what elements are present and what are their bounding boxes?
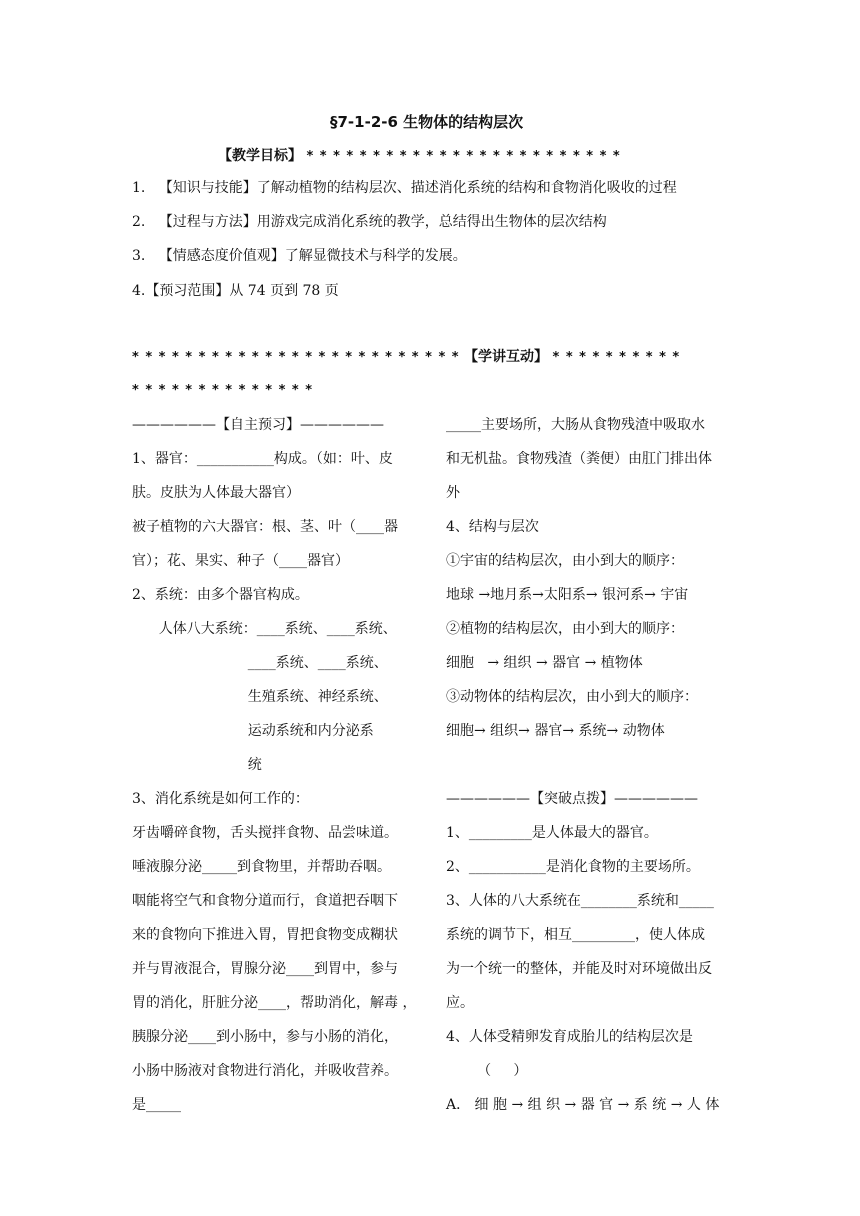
left-line: 生殖系统、神经系统、 xyxy=(132,689,388,705)
left-line: 并与胃液混合，胃腺分泌____到胃中，参与 xyxy=(132,961,398,977)
left-line: 1、器官：___________构成。（如：叶、皮 xyxy=(132,451,393,467)
left-line: 来的食物向下推进入胃，胃把食物变成糊状 xyxy=(132,927,398,943)
objectives-heading xyxy=(218,146,621,167)
right-line: 外 xyxy=(446,485,460,501)
right-line: 应。 xyxy=(446,995,474,1011)
right-column xyxy=(446,408,736,1122)
left-line: 唾液腺分泌_____到食物里，并帮助吞咽。 xyxy=(132,859,391,875)
right-line: 为一个统一的整体，并能及时对环境做出反 xyxy=(446,961,712,977)
left-line: 肤。皮肤为人体最大器官） xyxy=(132,485,300,501)
right-line: （ ） xyxy=(446,1063,528,1079)
left-line: 胰腺分泌____到小肠中，参与小肠的消化， xyxy=(132,1029,398,1045)
objectives-label: 【教学目标】 xyxy=(218,148,302,164)
left-line: 小肠中肠液对食物进行消化，并吸收营养。 xyxy=(132,1063,398,1079)
left-column xyxy=(132,408,422,1122)
right-line xyxy=(446,748,736,782)
right-line: 1、_________是人体最大的器官。 xyxy=(446,825,658,841)
left-line: 咽能将空气和食物分道而行，食道把吞咽下 xyxy=(132,893,398,909)
divider-label: 【学讲互动】 xyxy=(464,349,549,365)
left-line: 人体八大系统：____系统、____系统、 xyxy=(132,621,397,637)
objectives-stars: * * * * * * * * * * * * * * * * * * * * * * * * xyxy=(306,149,621,164)
right-line: _____主要场所，大肠从食物残渣中吸取水 xyxy=(446,417,705,433)
right-line: ③动物体的结构层次，由小到大的顺序： xyxy=(446,689,698,705)
objective-item: 3. 【情感态度价值观】了解显微技术与科学的发展。 xyxy=(132,248,467,264)
right-line: 和无机盐。食物残渣（粪便）由肛门排出体 xyxy=(446,451,712,467)
section-divider xyxy=(132,347,680,368)
right-line: 地球 →地月系→太阳系→ 银河系→ 宇宙 xyxy=(446,587,689,603)
right-line: 3、人体的八大系统在________系统和_____ xyxy=(446,893,714,909)
divider-stars-line2: * * * * * * * * * * * * * * xyxy=(132,383,314,398)
breakthrough-heading: ——————【突破点拨】—————— xyxy=(446,791,698,807)
right-line: 系统的调节下，相互_________，使人体成 xyxy=(446,927,705,943)
right-line: 4、结构与层次 xyxy=(446,519,539,535)
divider-stars-right: * * * * * * * * * * xyxy=(552,350,681,365)
left-line: 胃的消化，肝脏分泌____，帮助消化，解毒 ， xyxy=(132,995,417,1011)
left-line: 是_____ xyxy=(132,1097,181,1113)
left-line: ____系统、____系统、 xyxy=(132,655,388,671)
objective-item: 1. 【知识与技能】了解动植物的结构层次、描述消化系统的结构和食物消化吸收的过程 xyxy=(132,180,677,196)
right-line: ①宇宙的结构层次，由小到大的顺序： xyxy=(446,553,684,569)
right-line: 4、人体受精卵发育成胎儿的结构层次是 xyxy=(446,1029,693,1045)
divider-stars-left: * * * * * * * * * * * * * * * * * * * * * * * * * xyxy=(132,350,460,365)
right-line: 细胞→ 组织→ 器官→ 系统→ 动物体 xyxy=(446,723,665,739)
page-title: §7-1-2-6 生物体的结构层次 xyxy=(330,113,524,131)
right-line: 2、___________是消化食物的主要场所。 xyxy=(446,859,700,875)
self-preview-heading: ——————【自主预习】—————— xyxy=(132,417,384,433)
objective-item: 2. 【过程与方法】用游戏完成消化系统的教学，总结得出生物体的层次结构 xyxy=(132,214,607,230)
objective-item: 4.【预习范围】从 74 页到 78 页 xyxy=(132,283,339,299)
left-line: 官）；花、果实、种子（____器官） xyxy=(132,553,349,569)
right-line: A． 细 胞 → 组 织 → 器 官 → 系 统 → 人 体 xyxy=(446,1097,720,1113)
left-line: 2、系统：由多个器官构成。 xyxy=(132,587,309,603)
right-line: 细胞 → 组织 → 器官 → 植物体 xyxy=(446,655,643,671)
left-line: 被子植物的六大器官：根、茎、叶（____器 xyxy=(132,519,398,535)
right-line: ②植物的结构层次，由小到大的顺序： xyxy=(446,621,684,637)
left-line: 运动系统和内分泌系 xyxy=(132,723,374,739)
left-line: 牙齿嚼碎食物，舌头搅拌食物、品尝味道。 xyxy=(132,825,398,841)
left-line: 3、消化系统是如何工作的： xyxy=(132,791,309,807)
left-line: 统 xyxy=(132,757,262,773)
